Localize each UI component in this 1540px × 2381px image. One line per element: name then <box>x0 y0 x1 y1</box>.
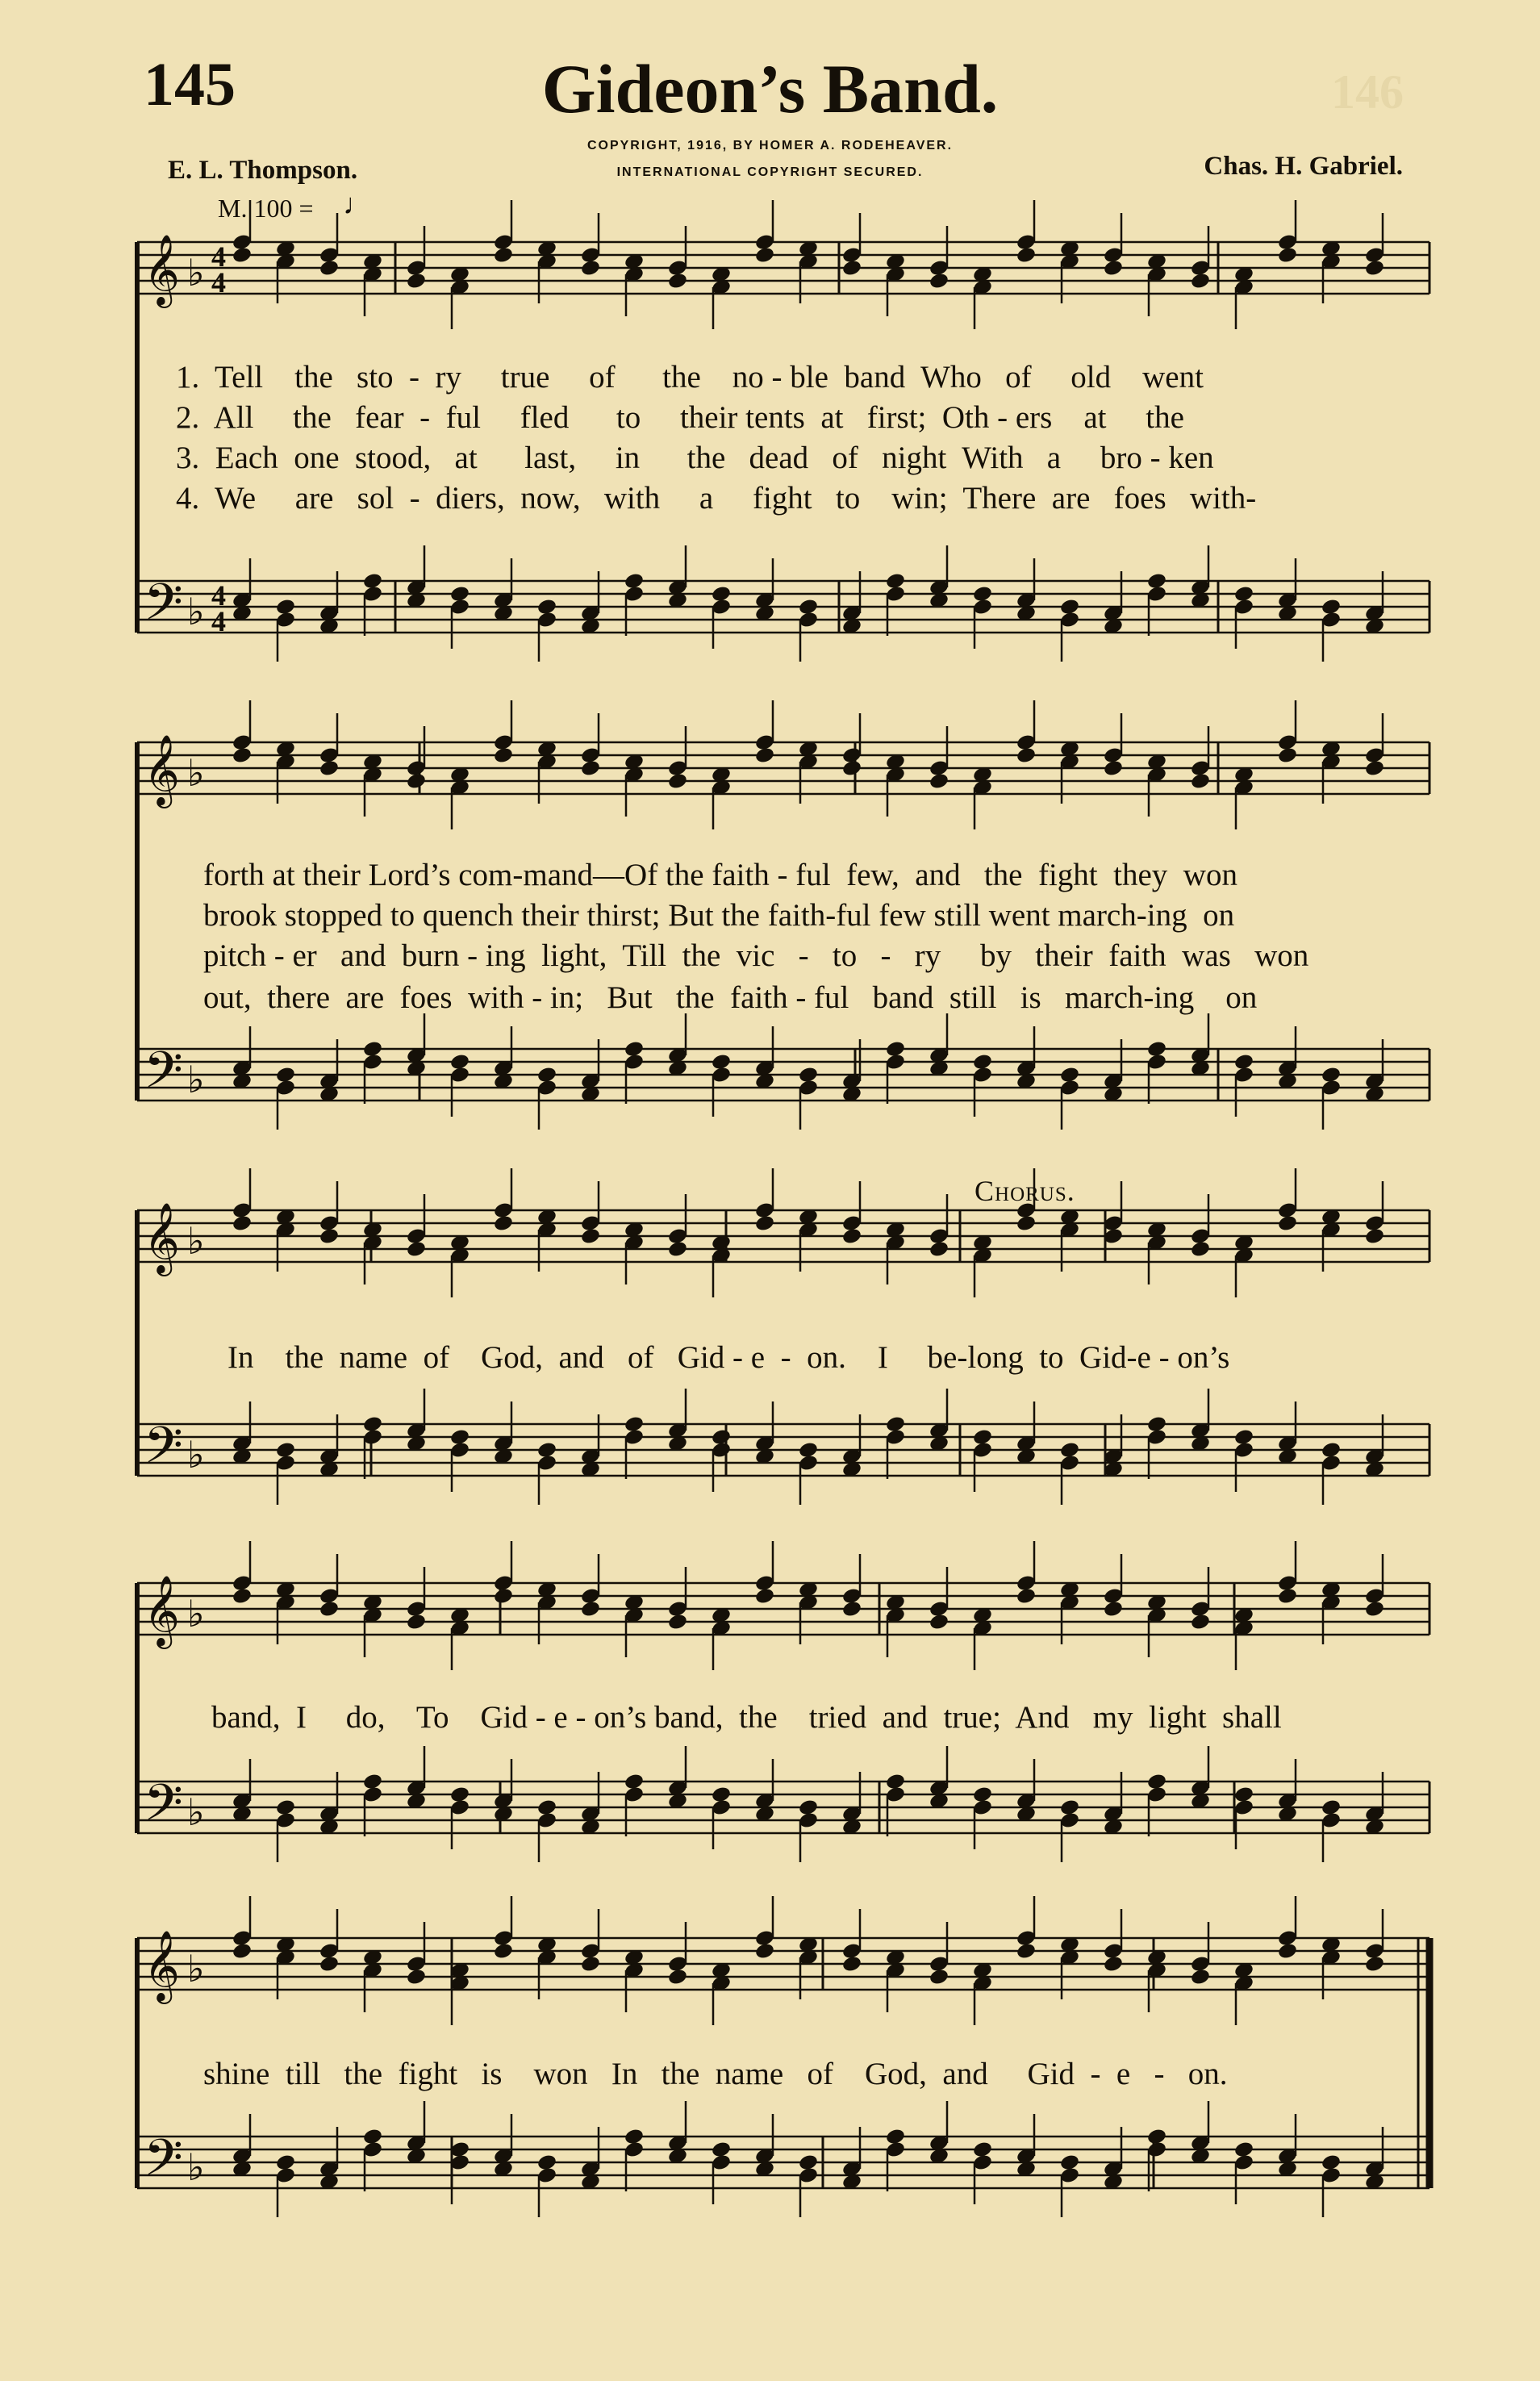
note-head <box>1190 1240 1211 1259</box>
faded-hymn-number: 146 <box>1331 65 1404 119</box>
verse-3-line-2: pitch - er and burn - ing light, Till the vic - to - ry by their faith was won <box>203 938 1309 973</box>
flat-icon: ♭ <box>187 1058 205 1101</box>
note-head <box>929 1613 949 1631</box>
note-head <box>841 759 862 778</box>
note-head <box>841 259 862 278</box>
treble-clef-icon: 𝄞 <box>144 733 180 805</box>
note-head <box>754 746 775 765</box>
note-head <box>1277 746 1298 765</box>
verse-2-line-1: 2. All the fear - ful fled to their tents at first; Oth - ers at the <box>176 400 1184 435</box>
note-head <box>667 1613 688 1631</box>
flat-icon: ♭ <box>187 1592 205 1635</box>
note-head <box>493 746 514 765</box>
composer-credit: Chas. H. Gabriel. <box>1204 152 1403 181</box>
note-head <box>232 746 252 765</box>
note-head <box>754 1214 775 1233</box>
note-head <box>406 772 427 791</box>
flat-icon: ♭ <box>187 751 205 795</box>
chorus-line-1: In the name of God, and of Gid - e - on. I be-long to Gid-e - on’s <box>227 1340 1230 1375</box>
time-signature: 4 <box>211 266 226 299</box>
note-head <box>667 272 688 290</box>
note-head <box>841 1600 862 1619</box>
note-head <box>1277 1942 1298 1961</box>
time-signature: 4 <box>211 240 226 273</box>
note-head <box>1277 246 1298 265</box>
note-head <box>754 246 775 265</box>
note-head <box>1190 1613 1211 1631</box>
note-head <box>841 1227 862 1246</box>
bass-clef-icon: 𝄢 <box>144 1415 183 1487</box>
flat-icon: ♭ <box>187 1947 205 1990</box>
note-head <box>319 1227 340 1246</box>
note-head <box>580 259 601 278</box>
flat-icon: ♭ <box>187 590 205 633</box>
chorus-line-2: band, I do, To Gid - e - on’s band, the tried and true; And my light shall <box>211 1700 1282 1735</box>
note-head <box>1277 1214 1298 1233</box>
note-head <box>1103 759 1124 778</box>
note-head <box>232 1587 252 1606</box>
verse-1-line-2: forth at their Lord’s com-mand—Of the faith - ful few, and the fight they won <box>203 858 1237 892</box>
note-head <box>1103 1955 1124 1974</box>
note-head <box>406 1968 427 1986</box>
verse-3-line-1: 3. Each one stood, at last, in the dead of night With a bro - ken <box>176 441 1214 475</box>
note-head <box>667 1240 688 1259</box>
note-head <box>667 772 688 791</box>
note-head <box>1016 746 1037 765</box>
copyright-line: COPYRIGHT, 1916, BY HOMER A. RODEHEAVER. <box>586 139 954 152</box>
note-head <box>1364 1227 1385 1246</box>
bass-clef-icon: 𝄢 <box>144 1773 183 1844</box>
note-head <box>1364 1600 1385 1619</box>
treble-clef-icon: 𝄞 <box>144 1574 180 1646</box>
note-head <box>929 272 949 290</box>
note-head <box>1103 259 1124 278</box>
note-head <box>406 1240 427 1259</box>
flat-icon: ♭ <box>187 1433 205 1477</box>
note-head <box>580 1600 601 1619</box>
note-head <box>406 272 427 290</box>
flat-icon: ♭ <box>187 251 205 294</box>
author-credit: E. L. Thompson. <box>168 156 358 185</box>
verse-4-line-2: out, there are foes with - in; But the faith - ful band still is march-ing on <box>203 980 1258 1015</box>
note-head <box>1364 1955 1385 1974</box>
verse-4-line-1: 4. We are sol - diers, now, with a fight to win; There are foes with- <box>176 481 1257 516</box>
bass-clef-icon: 𝄢 <box>144 1040 183 1112</box>
bass-clef-icon: 𝄢 <box>144 2128 183 2199</box>
note-head <box>1103 1600 1124 1619</box>
treble-clef-icon: 𝄞 <box>144 233 180 305</box>
note-head <box>1190 1968 1211 1986</box>
note-head <box>319 1600 340 1619</box>
note-head <box>493 1587 514 1606</box>
time-signature: 4 <box>211 605 226 637</box>
note-head <box>1016 1587 1037 1606</box>
bass-clef-icon: 𝄢 <box>144 572 183 644</box>
note-head <box>493 1214 514 1233</box>
treble-clef-icon: 𝄞 <box>144 1929 180 2001</box>
treble-clef-icon: 𝄞 <box>144 1201 180 1273</box>
copyright-notice: INTERNATIONAL COPYRIGHT SECURED. <box>616 165 924 179</box>
verse-2-line-2: brook stopped to quench their thirst; But the faith-ful few still went march-ing on <box>203 898 1235 933</box>
note-head <box>754 1587 775 1606</box>
time-signature: 4 <box>211 579 226 612</box>
note-head <box>1016 246 1037 265</box>
note-head <box>493 1942 514 1961</box>
note-head <box>1190 272 1211 290</box>
hymn-number: 145 <box>144 51 236 119</box>
note-head <box>232 246 252 265</box>
note-head <box>406 1613 427 1631</box>
verse-1-line-1: 1. Tell the sto - ry true of the no - ble band Who of old went <box>176 360 1204 395</box>
hymn-title: Gideon’s Band. <box>541 50 999 127</box>
note-head <box>1190 772 1211 791</box>
chorus-line-3: shine till the fight is won In the name of God, and Gid - e - on. <box>203 2057 1228 2091</box>
note-head <box>929 1240 949 1259</box>
note-head <box>754 1942 775 1961</box>
note-head <box>580 759 601 778</box>
note-head <box>929 772 949 791</box>
note-head <box>1364 759 1385 778</box>
note-head <box>493 246 514 265</box>
note-head <box>1016 1214 1037 1233</box>
note-head <box>580 1955 601 1974</box>
tempo-marking: M. 100 = <box>218 194 314 223</box>
flat-icon: ♭ <box>187 1790 205 1834</box>
note-head <box>319 1955 340 1974</box>
note-head <box>929 1968 949 1986</box>
chorus-label: Chorus. <box>974 1175 1075 1207</box>
note-head <box>1016 1942 1037 1961</box>
note-head <box>232 1214 252 1233</box>
note-head <box>319 759 340 778</box>
note-head <box>841 1955 862 1974</box>
note-head <box>667 1968 688 1986</box>
note-head <box>580 1227 601 1246</box>
note-head <box>1277 1587 1298 1606</box>
note-head <box>1364 259 1385 278</box>
quarter-note-icon: ♩ <box>343 188 372 220</box>
flat-icon: ♭ <box>187 2145 205 2189</box>
note-head <box>232 1942 252 1961</box>
note-head <box>319 259 340 278</box>
flat-icon: ♭ <box>187 1219 205 1263</box>
